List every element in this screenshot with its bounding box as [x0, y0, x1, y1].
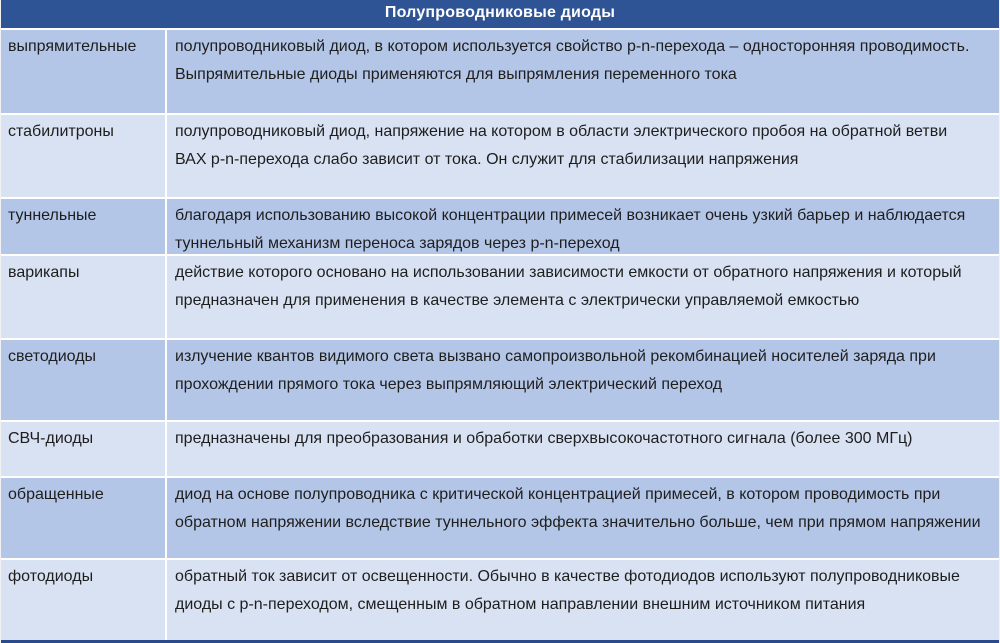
- table-row: [1, 254, 999, 338]
- table-row: [1, 476, 999, 558]
- table-row: [1, 28, 999, 113]
- term-cell: СВЧ-диоды: [1, 422, 167, 476]
- term-cell: выпрямительные: [1, 30, 167, 113]
- table-row: [1, 420, 999, 476]
- term-cell: фотодиоды: [1, 560, 167, 640]
- definition-cell: полупроводниковый диод, напряжение на котором в области электрического пробоя на обратной ветви ВАХ p-n-перехода слабо зависит от тока. Он служит для стабилизации напряжения: [175, 123, 948, 168]
- definition-cell: излучение квантов видимого света вызвано самопроизвольной рекомбинацией носителей заряда при прохождении прямого тока через выпрямляющий электрический переход: [175, 348, 936, 393]
- term-cell: туннельные: [1, 199, 167, 254]
- table-row: [1, 197, 999, 254]
- table-title: Полупроводниковые диоды: [1, 0, 999, 28]
- definition-cell: полупроводниковый диод, в котором используется свойство p-n-перехода – односторонняя проводимость. Выпрямительные диоды применяются для выпрямления переменного тока: [175, 38, 970, 83]
- term-cell: варикапы: [1, 256, 167, 338]
- definition-cell: предназначены для преобразования и обработки сверхвысокочастотного сигнала (более 300 МГц): [175, 430, 913, 447]
- definition-cell: благодаря использованию высокой концентрации примесей возникает очень узкий барьер и наблюдается туннельный механизм переноса зарядов через p-n-переход: [175, 207, 966, 252]
- table-row: [1, 113, 999, 197]
- table-row: [1, 338, 999, 420]
- definition-cell: диод на основе полупроводника с критической концентрацией примесей, в котором проводимость при обратном напряжении вследствие туннельного эффекта значительно больше, чем при прямом напряжении: [175, 486, 981, 531]
- term-cell: светодиоды: [1, 340, 167, 420]
- definition-cell: обратный ток зависит от освещенности. Обычно в качестве фотодиодов используют полупроводниковые диоды с p-n-переходом, смещенным в обратном направлении внешним источником питания: [175, 568, 960, 613]
- table-row: [1, 558, 999, 640]
- definition-cell: действие которого основано на использовании зависимости емкости от обратного напряжения и который предназначен для применения в качестве элемента с электрически управляемой емкостью: [175, 264, 962, 309]
- term-cell: стабилитроны: [1, 115, 167, 197]
- term-cell: обращенные: [1, 478, 167, 558]
